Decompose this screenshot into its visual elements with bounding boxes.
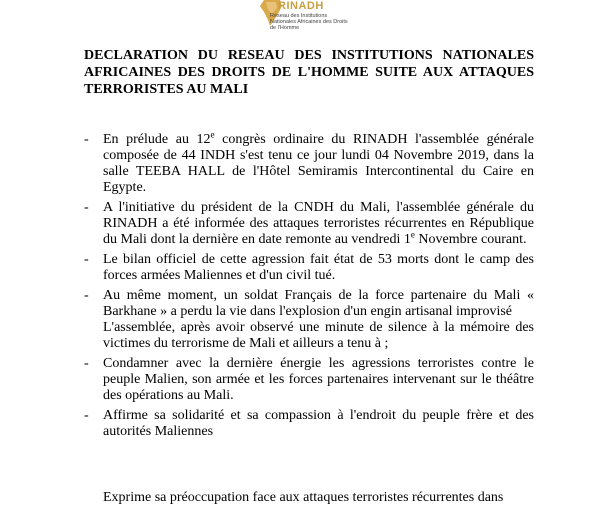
paragraph-text: Au même moment, un soldat Français de la force partenaire du Mali « Barkhane » a perdu la vie dans l'explosion d'un engin artisanal improvisé <box>103 288 534 319</box>
logo-subtitle: Réseau des Institutions Nationales Africaines des Droits de l'Homme <box>270 13 348 31</box>
bullet-dash: - <box>84 288 89 303</box>
bullet-dash: - <box>84 200 89 215</box>
list-item <box>84 288 534 320</box>
list-item <box>84 200 534 248</box>
paragraph-text: A l'initiative du président de la CNDH du Mali, l'assemblée générale du RINADH a été informée des attaques terroristes récurrentes en République du Mali dont la dernière en date remonte au vendredi 1 <box>103 200 534 247</box>
paragraph-text: Novembre courant. <box>414 232 527 247</box>
superscript: e <box>410 229 415 240</box>
paragraph-text: Le bilan officiel de cette agression fait état de 53 morts dont le camp des forces armées Maliennes et d'un civil tué. <box>103 252 534 283</box>
declaration-list <box>84 129 534 444</box>
bullet-dash: - <box>84 252 89 267</box>
logo-name: RINADH <box>278 0 324 12</box>
superscript: e <box>210 129 215 140</box>
list-item <box>84 408 534 440</box>
paragraph-partial: Exprime sa préoccupation face aux attaques terroristes récurrentes dans <box>103 490 504 505</box>
list-item <box>84 356 534 404</box>
paragraph-text: L'assemblée, après avoir observé une minute de silence à la mémoire des victimes du terrorisme de Mali et ailleurs a tenu à ; <box>103 320 534 351</box>
list-item <box>84 129 534 196</box>
paragraph-text: En prélude au 12 <box>103 132 211 147</box>
list-item <box>84 252 534 284</box>
bullet-dash: - <box>84 408 89 423</box>
bullet-dash: - <box>84 132 89 147</box>
bullet-dash: - <box>84 356 89 371</box>
paragraph-text: Affirme sa solidarité et sa compassion à l'endroit du peuple frère et des autorités Maliennes <box>103 408 534 439</box>
list-item-continuation <box>84 320 534 352</box>
paragraph-text: Condamner avec la dernière énergie les agressions terroristes contre le peuple Malien, son armée et les forces partenaires intervenant sur le théâtre des opérations au Mali. <box>103 356 534 403</box>
rinadh-logo <box>250 0 350 40</box>
paragraph-text: congrès ordinaire du RINADH l'assemblée générale composée de 44 INDH s'est tenu ce jour lundi 04 Novembre 2019, dans la salle TEEBA HALL de l'Hôtel Semiramis Intercontinental du Caire en Egypte. <box>103 132 534 195</box>
document-title: DECLARATION DU RESEAU DES INSTITUTIONS NATIONALES AFRICAINES DES DROITS DE L'HOMME SUITE AUX ATTAQUES TERRORISTES AU MALI <box>84 48 534 97</box>
